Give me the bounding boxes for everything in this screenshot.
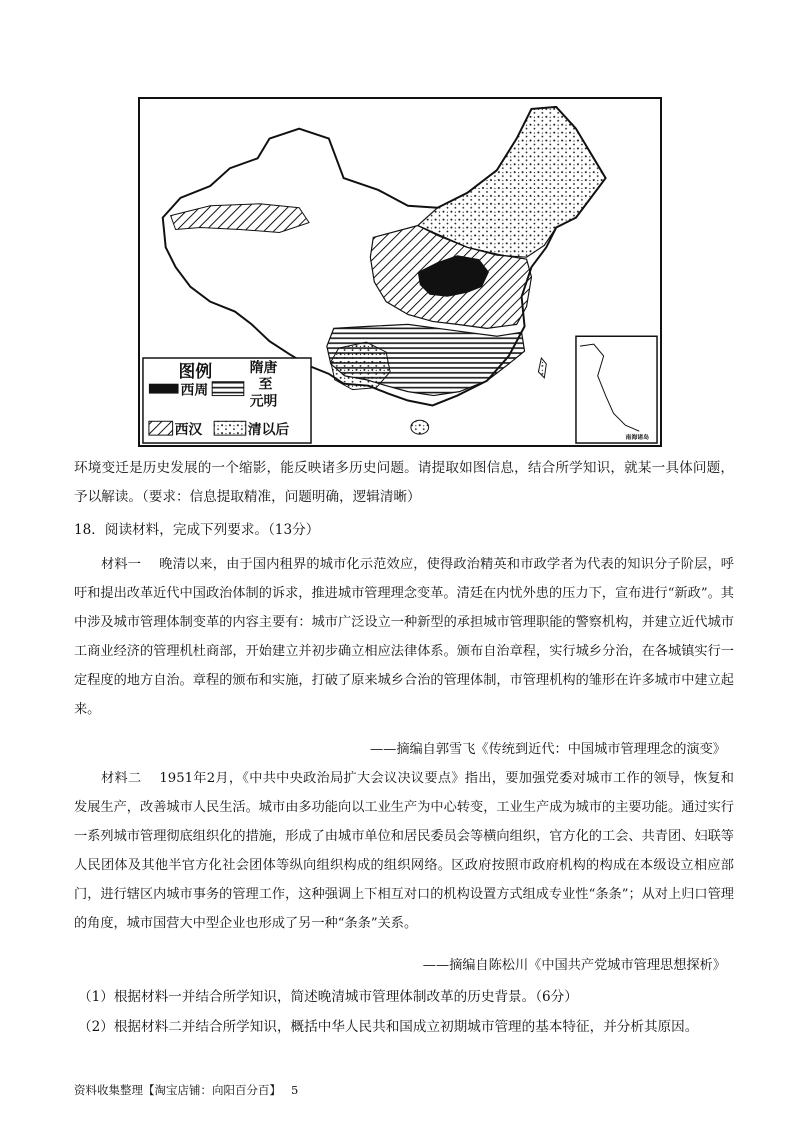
inset-box <box>576 336 657 443</box>
material1 <box>74 550 734 724</box>
material2-text: 1951年2月，《中共中央政治局扩大会议决议要点》指出，要加强党委对城市工作的领导，恢复和发展生产，改善城市人民生活。城市由多功能向以工业生产为中心转变，工业生产成为城市的主要功能。通过实行一系列城市管理彻底组织化的措施，形成了由城市单位和居民委员会等横向组织，官方化的工会、共青团、妇联等人民团体及其他半官方化社会团体等纵向组织构成的组织网络。区政府按照市政府机构的构成在本级设立相应部门，进行辖区内城市事务的管理工作，这种强调上下相互对口的机构设置方式组成专业性“条条”；从对上归口管理的角度，城市国营大中型企业也形成了另一种“条条”关系。 <box>74 771 734 931</box>
legend-label-xihan: 西汉 <box>174 422 203 439</box>
question17-text: 环境变迁是历史发展的一个缩影，能反映诸多历史问题。请提取如图信息，结合所学知识，就某一具体问题，予以解读。（要求：信息提取精准，问题明确，逻辑清晰） <box>74 460 734 505</box>
footer-text: 资料收集整理【淘宝店铺：向阳百分百】 <box>74 1083 281 1097</box>
sub-question-1: （1）根据材料一并结合所学知识，简述晚清城市管理体制改革的历史背景。（6分） <box>78 989 578 1005</box>
legend-swatch-xizhou <box>149 384 179 394</box>
legend-label-xizhou: 西周 <box>180 382 209 399</box>
material2 <box>74 764 734 938</box>
material1-text: 晚清以来，由于国内租界的城市化示范效应，使得政治精英和市政学者为代表的知识分子阶层，呼吁和提出改革近代中国政治体制的诉求，推进城市管理理念变革。清廷在内忧外患的压力下，宣布进行“新政”。其中涉及城市管理体制变革的内容主要有：城市广泛设立一种新型的承担城市管理职能的警察机构，并建立近代城市工商业经济的管理机杜商部，开始建立并初步确立相应法律体系。颁布自治章程，实行城乡分治，在各城镇实行一定程度的地方自治。章程的颁布和实施，打破了原来城乡合治的管理体制，市管理机构的雏形在许多城市中建立起来。 <box>74 557 734 717</box>
taiwan-island <box>538 358 546 378</box>
legend-label-suitang: 隋唐 <box>249 359 278 376</box>
material1-source: ——摘编自郭雪飞《传统到近代：中国城市管理理念的演变》 <box>369 742 726 757</box>
question18-title: 18．阅读材料，完成下列要求。（13分） <box>74 522 320 538</box>
page-footer <box>74 1082 298 1098</box>
material1-label: 材料一 <box>101 557 142 572</box>
legend-swatch-qing <box>214 421 246 435</box>
legend-swatch-suitang <box>212 382 244 396</box>
page-number: 5 <box>291 1083 299 1097</box>
inset-caption: 南海诸岛 <box>625 434 650 442</box>
hainan-island <box>411 420 429 434</box>
region-qing-southwest <box>331 342 390 389</box>
china-map-figure <box>138 97 662 447</box>
material2-source: ——摘编自陈松川《中国共产党城市管理思想探析》 <box>422 958 726 973</box>
legend-swatch-xihan <box>149 421 173 435</box>
legend-label-zhi: 至 <box>258 376 273 393</box>
material2-label: 材料二 <box>101 771 142 786</box>
china-map-svg <box>140 99 660 445</box>
legend-title: 图例 <box>178 360 213 381</box>
legend-label-yuanming: 元明 <box>249 393 278 410</box>
legend-label-qing: 清以后 <box>247 422 290 439</box>
sub-question-2: （2）根据材料二并结合所学知识，概括中华人民共和国成立初期城市管理的基本特征，并分析其原因。 <box>78 1019 699 1035</box>
